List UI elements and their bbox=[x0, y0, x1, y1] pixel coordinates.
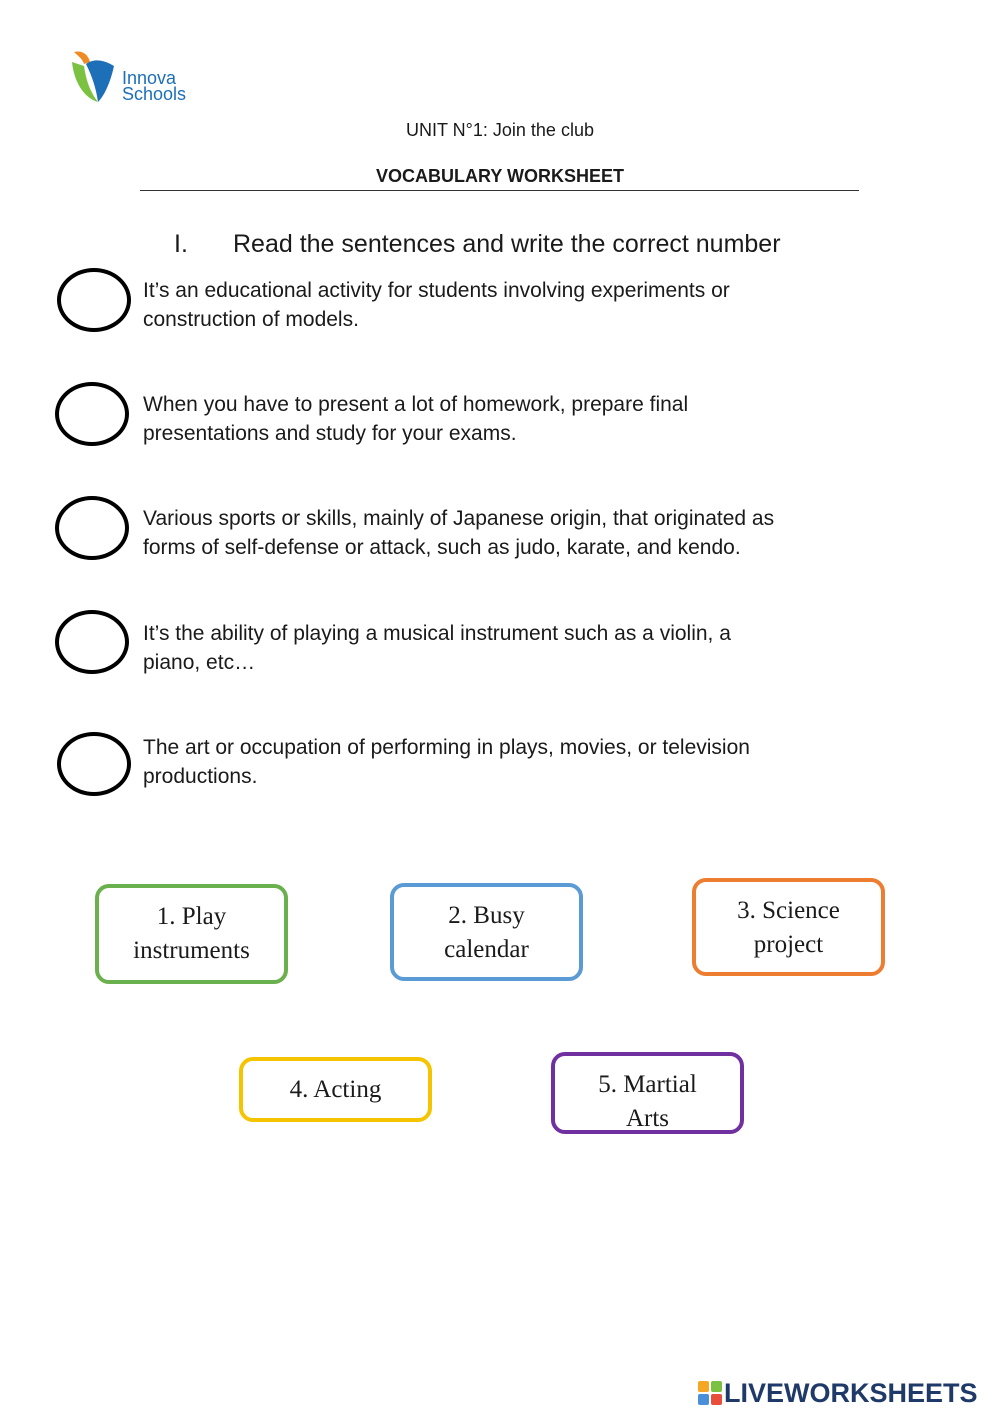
answer-circle-3[interactable] bbox=[55, 496, 129, 560]
leaf-logo-icon bbox=[70, 48, 122, 108]
sentence-4 bbox=[143, 619, 863, 677]
sentence-4-line-2: piano, etc… bbox=[143, 651, 256, 674]
liveworksheets-brand: LIVEWORKSHEETS bbox=[724, 1377, 978, 1408]
word-box-1-line-2: instruments bbox=[133, 937, 250, 964]
sentence-3 bbox=[143, 504, 863, 562]
answer-circle-2[interactable] bbox=[55, 382, 129, 446]
sentence-1-line-1: It’s an educational activity for students involving experiments or bbox=[143, 279, 730, 302]
innova-schools-logo bbox=[70, 48, 200, 108]
instruction-text: Read the sentences and write the correct number bbox=[233, 230, 781, 258]
answer-circle-5[interactable] bbox=[57, 732, 131, 796]
answer-circle-4[interactable] bbox=[55, 610, 129, 674]
word-box-1[interactable] bbox=[95, 884, 288, 984]
instruction-number: I. bbox=[174, 230, 188, 258]
sentence-4-line-1: It’s the ability of playing a musical instrument such as a violin, a bbox=[143, 622, 731, 645]
worksheet-title: VOCABULARY WORKSHEET bbox=[375, 166, 624, 186]
word-box-5[interactable] bbox=[551, 1052, 744, 1134]
word-box-2-line-1: 2. Busy bbox=[448, 902, 525, 929]
sentence-2-line-2: presentations and study for your exams. bbox=[143, 422, 517, 445]
word-box-2[interactable] bbox=[390, 883, 583, 981]
liveworksheets-mark-icon bbox=[698, 1381, 722, 1405]
word-box-3-line-1: 3. Science bbox=[737, 897, 840, 924]
word-box-2-line-2: calendar bbox=[444, 936, 529, 963]
word-box-4[interactable] bbox=[239, 1057, 432, 1122]
logo-text bbox=[122, 70, 186, 102]
sentence-3-line-2: forms of self-defense or attack, such as judo, karate, and kendo. bbox=[143, 536, 741, 559]
sentence-3-line-1: Various sports or skills, mainly of Japanese origin, that originated as bbox=[143, 507, 775, 530]
sentence-2-line-1: When you have to present a lot of homework, prepare final bbox=[143, 393, 689, 416]
answer-circle-1[interactable] bbox=[57, 268, 131, 332]
sentence-5 bbox=[143, 733, 863, 791]
logo-line-1: Innova bbox=[122, 68, 177, 88]
word-box-3[interactable] bbox=[692, 878, 885, 976]
logo-line-2: Schools bbox=[122, 84, 187, 104]
sentence-1 bbox=[143, 276, 863, 334]
sentence-1-line-2: construction of models. bbox=[143, 308, 359, 331]
word-box-1-line-1: 1. Play bbox=[156, 903, 227, 930]
word-box-5-line-1: 5. Martial bbox=[598, 1071, 697, 1098]
word-box-5-line-2: Arts bbox=[625, 1105, 670, 1132]
sentence-2 bbox=[143, 390, 863, 448]
unit-title: UNIT N°1: Join the club bbox=[406, 120, 594, 140]
sentence-5-line-1: The art or occupation of performing in plays, movies, or television bbox=[143, 736, 750, 759]
sentence-5-line-2: productions. bbox=[143, 765, 258, 788]
liveworksheets-logo bbox=[698, 1378, 978, 1408]
word-box-4-line-1: 4. Acting bbox=[289, 1076, 382, 1103]
header-divider bbox=[140, 190, 859, 191]
word-box-3-line-2: project bbox=[753, 931, 824, 958]
